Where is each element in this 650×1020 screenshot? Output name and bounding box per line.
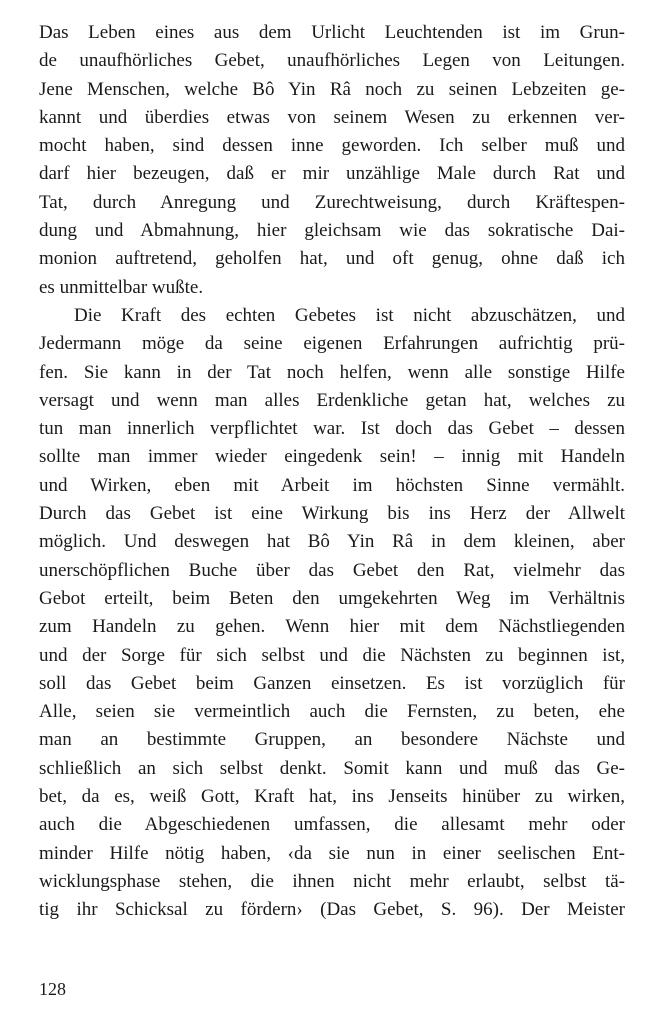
text-line: tig ihr Schicksal zu fördern› (Das Gebet, S. 96). Der Meister bbox=[39, 899, 625, 921]
text-line: auch die Abgeschiedenen umfassen, die allesamt mehr oder bbox=[39, 814, 625, 836]
text-line: darf hier bezeugen, daß er mir unzählige Male durch Rat und bbox=[39, 163, 625, 185]
text-line: soll das Gebet beim Ganzen einsetzen. Es ist vorzüglich für bbox=[39, 672, 625, 694]
text-line: möglich. Und deswegen hat Bô Yin Râ in dem kleinen, aber bbox=[39, 531, 625, 553]
text-line: Gebot erteilt, beim Beten den umgekehrten Weg im Verhältnis bbox=[39, 587, 625, 609]
text-line: Jedermann möge da seine eigenen Erfahrungen aufrichtig prü- bbox=[39, 333, 625, 355]
text-line: schließlich an sich selbst denkt. Somit kann und muß das Ge- bbox=[39, 757, 625, 779]
text-line: bet, da es, weiß Gott, Kraft hat, ins Jenseits hinüber zu wirken, bbox=[39, 786, 625, 808]
text-line: kannt und überdies etwas von seinem Wesen zu erkennen ver- bbox=[39, 106, 625, 128]
text-line: tun man innerlich verpflichtet war. Ist doch das Gebet – dessen bbox=[39, 418, 625, 440]
text-line: man an bestimmte Gruppen, an besondere Nächste und bbox=[39, 729, 625, 751]
text-line: Durch das Gebet ist eine Wirkung bis ins Herz der Allwelt bbox=[39, 503, 625, 525]
text-line: Die Kraft des echten Gebetes ist nicht abzuschätzen, und bbox=[74, 304, 625, 326]
body-text bbox=[39, 19, 625, 925]
text-line: sollte man immer wieder eingedenk sein! – innig mit Handeln bbox=[39, 446, 625, 468]
text-line: Tat, durch Anregung und Zurechtweisung, durch Kräftespen- bbox=[39, 191, 625, 213]
text-line: dung und Abmahnung, hier gleichsam wie das sokratische Dai- bbox=[39, 220, 625, 242]
text-line: Jene Menschen, welche Bô Yin Râ noch zu seinen Lebzeiten ge- bbox=[39, 78, 625, 100]
paragraph-2 bbox=[39, 302, 625, 925]
text-line: Alle, seien sie vermeintlich auch die Fernsten, zu beten, ehe bbox=[39, 701, 625, 723]
text-line: fen. Sie kann in der Tat noch helfen, wenn alle sonstige Hilfe bbox=[39, 361, 625, 383]
text-line: zum Handeln zu gehen. Wenn hier mit dem Nächstliegenden bbox=[39, 616, 625, 638]
text-line: unerschöpflichen Buche über das Gebet den Rat, vielmehr das bbox=[39, 559, 625, 581]
text-line: wicklungsphase stehen, die ihnen nicht mehr erlaubt, selbst tä- bbox=[39, 870, 625, 892]
text-line: de unaufhörliches Gebet, unaufhörliches Legen von Leitungen. bbox=[39, 50, 625, 72]
text-line: es unmittelbar wußte. bbox=[39, 276, 204, 298]
text-line: minder Hilfe nötig haben, ‹da sie nun in einer seelischen Ent- bbox=[39, 842, 625, 864]
text-line: mocht haben, sind dessen inne geworden. Ich selber muß und bbox=[39, 135, 625, 157]
page-number: 128 bbox=[39, 979, 66, 999]
text-line: monion auftretend, geholfen hat, und oft genug, ohne daß ich bbox=[39, 248, 625, 270]
text-line: und Wirken, eben mit Arbeit im höchsten Sinne vermählt. bbox=[39, 474, 625, 496]
paragraph-1 bbox=[39, 19, 625, 302]
text-line: versagt und wenn man alles Erdenkliche getan hat, welches zu bbox=[39, 389, 625, 411]
text-line: und der Sorge für sich selbst und die Nächsten zu beginnen ist, bbox=[39, 644, 625, 666]
text-line: Das Leben eines aus dem Urlicht Leuchtenden ist im Grun- bbox=[39, 22, 625, 43]
